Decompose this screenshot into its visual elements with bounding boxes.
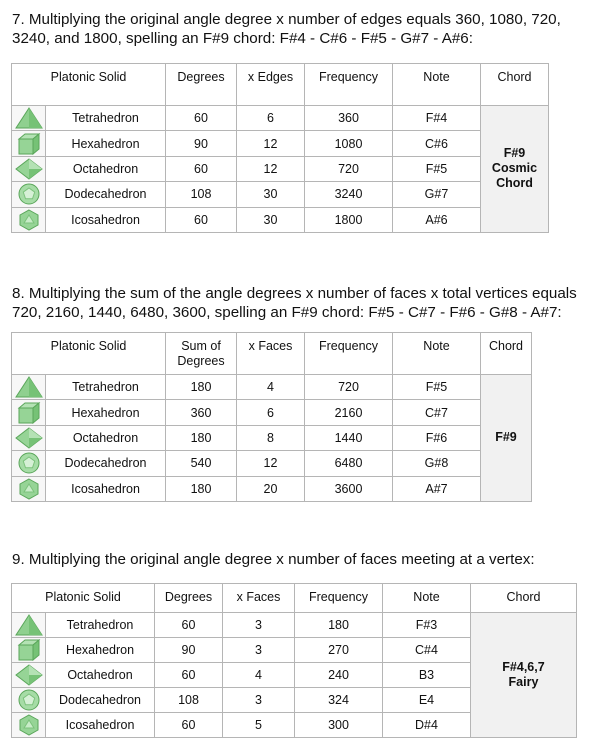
solid-name-cell: Hexahedron — [46, 131, 166, 156]
solid-name-cell: Dodecahedron — [46, 182, 166, 207]
solid-name-cell: Icosahedron — [46, 713, 155, 738]
col-header-chord: Chord — [481, 64, 549, 106]
table-row — [12, 156, 549, 181]
degrees-cell: 60 — [166, 207, 237, 232]
chord-cell — [471, 613, 577, 738]
col-header-note: Note — [383, 584, 471, 613]
hexahedron-icon — [12, 638, 46, 663]
tetrahedron-icon — [12, 375, 46, 400]
col-header-platonic-solid: Platonic Solid — [12, 584, 155, 613]
degrees-cell: 60 — [155, 613, 223, 638]
icosahedron-icon — [12, 207, 46, 232]
table-row — [12, 400, 532, 425]
section-7-table — [11, 63, 549, 233]
degrees-cell: 60 — [166, 156, 237, 181]
chord-cell — [481, 106, 549, 233]
frequency-cell: 360 — [305, 106, 393, 131]
section-8-heading: 8. Multiplying the sum of the angle degrees x number of faces x total vertices equals 720, 2160, 1440, 6480, 3600, spelling an F#9 chord: F#5 - C#7 - F#6 - G#8 - A#7: — [12, 285, 577, 321]
chord-label-line: F#9 — [495, 430, 517, 445]
solid-name-cell: Dodecahedron — [46, 688, 155, 713]
frequency-cell: 1080 — [305, 131, 393, 156]
chord-label-line: F#9 — [503, 146, 526, 161]
solid-name-cell: Hexahedron — [46, 400, 166, 425]
solid-name-cell: Hexahedron — [46, 638, 155, 663]
solid-name-cell: Octahedron — [46, 425, 166, 450]
degrees-cell: 90 — [166, 131, 237, 156]
note-cell: F#3 — [383, 613, 471, 638]
count-cell: 12 — [237, 451, 305, 476]
solid-name-cell: Icosahedron — [46, 207, 166, 232]
degrees-cell: 60 — [155, 713, 223, 738]
note-cell: F#5 — [393, 156, 481, 181]
note-cell: F#4 — [393, 106, 481, 131]
col-header-note: Note — [393, 333, 481, 375]
note-cell: G#8 — [393, 451, 481, 476]
count-cell: 20 — [237, 476, 305, 501]
count-cell: 3 — [223, 613, 295, 638]
frequency-cell: 1800 — [305, 207, 393, 232]
tetrahedron-icon — [12, 613, 46, 638]
chord-cell — [481, 375, 532, 502]
degrees-cell: 180 — [166, 375, 237, 400]
frequency-cell: 1440 — [305, 425, 393, 450]
note-cell: G#7 — [393, 182, 481, 207]
col-header-note: Note — [393, 64, 481, 106]
icosahedron-icon — [12, 713, 46, 738]
note-cell: C#6 — [393, 131, 481, 156]
dodecahedron-icon — [12, 688, 46, 713]
solid-name-cell: Tetrahedron — [46, 375, 166, 400]
col-header-chord: Chord — [471, 584, 577, 613]
col-header-sum-of-degrees: Sum of Degrees — [166, 333, 237, 375]
frequency-cell: 3600 — [305, 476, 393, 501]
octahedron-icon — [12, 663, 46, 688]
col-header-frequency: Frequency — [305, 333, 393, 375]
table-row — [12, 106, 549, 131]
chord-label-line: F#4,6,7 — [502, 660, 545, 674]
chord-label-line: Cosmic — [491, 161, 538, 176]
count-cell: 4 — [237, 375, 305, 400]
frequency-cell: 180 — [295, 613, 383, 638]
col-header-chord: Chord — [481, 333, 532, 375]
degrees-cell: 108 — [166, 182, 237, 207]
degrees-cell: 180 — [166, 476, 237, 501]
count-cell: 8 — [237, 425, 305, 450]
frequency-cell: 6480 — [305, 451, 393, 476]
count-cell: 3 — [223, 688, 295, 713]
frequency-cell: 240 — [295, 663, 383, 688]
table-row — [12, 476, 532, 501]
dodecahedron-icon — [12, 451, 46, 476]
section-9-table — [11, 583, 577, 738]
note-cell: B3 — [383, 663, 471, 688]
note-cell: F#5 — [393, 375, 481, 400]
section-9-heading: 9. Multiplying the original angle degree x number of faces meeting at a vertex: — [12, 551, 535, 568]
count-cell: 5 — [223, 713, 295, 738]
count-cell: 30 — [237, 182, 305, 207]
section-7-heading: 7. Multiplying the original angle degree x number of edges equals 360, 1080, 720, 3240, and 1800, spelling an F#9 chord: F#4 - C#6 - F#5 - G#7 - A#6: — [12, 11, 561, 47]
section-8-table — [11, 332, 532, 502]
col-header-frequency: Frequency — [305, 64, 393, 106]
degrees-cell: 108 — [155, 688, 223, 713]
table-row — [12, 425, 532, 450]
frequency-cell: 720 — [305, 156, 393, 181]
note-cell: E4 — [383, 688, 471, 713]
count-cell: 12 — [237, 131, 305, 156]
degrees-cell: 180 — [166, 425, 237, 450]
solid-name-cell: Icosahedron — [46, 476, 166, 501]
note-cell: A#6 — [393, 207, 481, 232]
note-cell: C#4 — [383, 638, 471, 663]
chord-label-line: Fairy — [508, 675, 539, 689]
col-header-degrees: Degrees — [155, 584, 223, 613]
degrees-cell: 60 — [155, 663, 223, 688]
frequency-cell: 270 — [295, 638, 383, 663]
hexahedron-icon — [12, 131, 46, 156]
chord-label-line: Chord — [496, 176, 533, 191]
count-cell: 12 — [237, 156, 305, 181]
count-cell: 4 — [223, 663, 295, 688]
count-cell: 6 — [237, 400, 305, 425]
col-header-platonic-solid: Platonic Solid — [12, 333, 166, 375]
solid-name-cell: Dodecahedron — [46, 451, 166, 476]
col-header-degrees: Degrees — [166, 64, 237, 106]
note-cell: A#7 — [393, 476, 481, 501]
solid-name-cell: Octahedron — [46, 156, 166, 181]
octahedron-icon — [12, 156, 46, 181]
note-cell: F#6 — [393, 425, 481, 450]
degrees-cell: 90 — [155, 638, 223, 663]
degrees-cell: 60 — [166, 106, 237, 131]
octahedron-icon — [12, 425, 46, 450]
degrees-cell: 540 — [166, 451, 237, 476]
icosahedron-icon — [12, 476, 46, 501]
table-row — [12, 451, 532, 476]
count-cell: 30 — [237, 207, 305, 232]
col-header-edges: x Edges — [237, 64, 305, 106]
table-row — [12, 613, 577, 638]
frequency-cell: 3240 — [305, 182, 393, 207]
frequency-cell: 324 — [295, 688, 383, 713]
count-cell: 3 — [223, 638, 295, 663]
frequency-cell: 2160 — [305, 400, 393, 425]
note-cell: D#4 — [383, 713, 471, 738]
frequency-cell: 720 — [305, 375, 393, 400]
solid-name-cell: Octahedron — [46, 663, 155, 688]
col-header-platonic-solid: Platonic Solid — [12, 64, 166, 106]
solid-name-cell: Tetrahedron — [46, 613, 155, 638]
frequency-cell: 300 — [295, 713, 383, 738]
table-row — [12, 131, 549, 156]
note-cell: C#7 — [393, 400, 481, 425]
dodecahedron-icon — [12, 182, 46, 207]
col-header-frequency: Frequency — [295, 584, 383, 613]
table-row — [12, 207, 549, 232]
solid-name-cell: Tetrahedron — [46, 106, 166, 131]
col-header-faces: x Faces — [223, 584, 295, 613]
degrees-cell: 360 — [166, 400, 237, 425]
col-header-faces: x Faces — [237, 333, 305, 375]
count-cell: 6 — [237, 106, 305, 131]
hexahedron-icon — [12, 400, 46, 425]
tetrahedron-icon — [12, 106, 46, 131]
table-row — [12, 182, 549, 207]
table-row — [12, 375, 532, 400]
